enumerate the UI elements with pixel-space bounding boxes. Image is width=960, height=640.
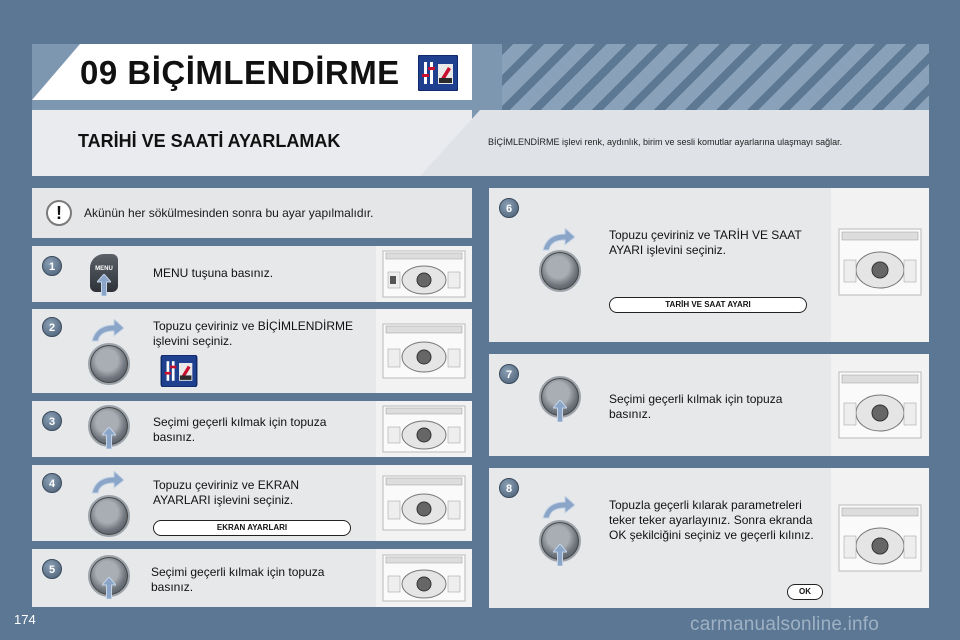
- knob-icon: [539, 250, 581, 292]
- rotate-arrow-icon: [541, 496, 575, 520]
- step-text: MENU tuşuna basınız.: [153, 266, 274, 280]
- page-title: 09 BİÇİMLENDİRME: [80, 54, 400, 91]
- formatting-icon: [160, 355, 198, 387]
- step-card-3: [32, 401, 472, 457]
- menu-option-pill: EKRAN AYARLARI: [153, 520, 351, 536]
- console-photo: [376, 465, 472, 541]
- console-photo: [831, 188, 929, 342]
- knob-icon: [88, 343, 130, 385]
- knob-icon: [88, 495, 130, 537]
- watermark: carmanualsonline.info: [690, 614, 880, 635]
- step-card-2: [32, 309, 472, 393]
- step-number-badge: 3: [42, 411, 62, 431]
- console-icon: [382, 405, 466, 453]
- console-icon: [838, 228, 922, 296]
- rotate-arrow-icon: [541, 228, 575, 252]
- console-icon: [382, 554, 466, 602]
- console-icon: [382, 323, 466, 379]
- step-card-8: [489, 468, 929, 608]
- console-photo: [831, 354, 929, 456]
- push-arrow-icon: [553, 400, 567, 422]
- console-icon: [382, 475, 466, 531]
- step-text: Topuzu çeviriniz ve BİÇİMLENDİRME işlevini seçiniz.: [153, 319, 354, 348]
- step-number-badge: 6: [499, 198, 519, 218]
- step-card-5: [32, 549, 472, 607]
- step-number-badge: 7: [499, 364, 519, 384]
- console-icon: [382, 250, 466, 298]
- step-card-1: [32, 246, 472, 302]
- console-photo: [376, 309, 472, 393]
- push-arrow-icon: [97, 274, 111, 296]
- intro-text: BİÇİMLENDİRME işlevi renk, aydınlık, birim ve sesli komutlar ayarlarına ulaşmayı sağlar.: [488, 137, 843, 147]
- step-card-4: [32, 465, 472, 541]
- console-icon: [838, 371, 922, 439]
- step-number-badge: 5: [42, 559, 62, 579]
- menu-key-icon: MENU: [90, 254, 118, 292]
- step-number-badge: 1: [42, 256, 62, 276]
- page-number: 174: [14, 612, 36, 627]
- rotate-arrow-icon: [90, 319, 124, 343]
- step-text: Seçimi geçerli kılmak için topuza basınız.: [153, 415, 327, 444]
- step-text: Seçimi geçerli kılmak için topuza basınız.: [151, 565, 325, 594]
- warning-icon: !: [46, 200, 72, 226]
- step-number-badge: 2: [42, 317, 62, 337]
- console-photo: [376, 401, 472, 457]
- console-photo: [376, 246, 472, 302]
- step-number-badge: 8: [499, 478, 519, 498]
- step-number-badge: 4: [42, 473, 62, 493]
- section-title: TARİHİ VE SAATİ AYARLAMAK: [78, 131, 341, 151]
- step-card-6: [489, 188, 929, 342]
- step-text: Topuzu çeviriniz ve EKRAN AYARLARI işlevini seçiniz.: [153, 478, 300, 507]
- step-text: Topuzu çeviriniz ve TARİH VE SAAT AYARI işlevini seçiniz.: [609, 228, 802, 257]
- console-photo: [831, 468, 929, 608]
- ok-pill: OK: [787, 584, 823, 600]
- warning-text: Akünün her sökülmesinden sonra bu ayar yapılmalıdır.: [84, 206, 374, 220]
- push-arrow-icon: [102, 577, 116, 599]
- warning-card: [32, 188, 472, 238]
- push-arrow-icon: [102, 427, 116, 449]
- step-text: Seçimi geçerli kılmak için topuza basınız.: [609, 392, 783, 421]
- step-text: Topuzla geçerli kılarak parametreleri teker teker ayarlayınız. Sonra ekranda OK şekilciğini seçiniz ve geçerli kılınız.: [609, 498, 814, 542]
- rotate-arrow-icon: [90, 471, 124, 495]
- menu-option-pill: TARİH VE SAAT AYARI: [609, 297, 807, 313]
- formatting-icon: [418, 55, 458, 91]
- console-photo: [376, 549, 472, 607]
- console-icon: [838, 504, 922, 572]
- step-card-7: [489, 354, 929, 456]
- push-arrow-icon: [553, 544, 567, 566]
